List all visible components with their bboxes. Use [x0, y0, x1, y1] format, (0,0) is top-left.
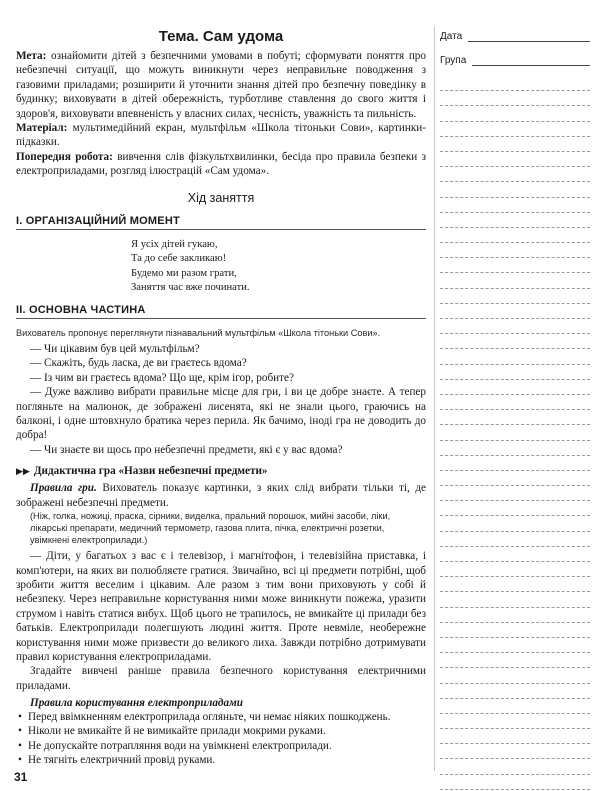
goal-label: Мета:	[16, 50, 47, 62]
note-line[interactable]	[440, 198, 590, 213]
note-line[interactable]	[440, 410, 590, 425]
main-content	[16, 28, 426, 767]
note-line[interactable]	[440, 653, 590, 668]
game-rules	[16, 481, 426, 510]
note-line[interactable]	[440, 775, 590, 790]
date-label: Дата	[440, 31, 463, 42]
date-line[interactable]	[468, 31, 590, 42]
bullet-icon: •	[18, 711, 22, 724]
note-line[interactable]	[440, 258, 590, 273]
poem-line: Я усіх дітей гукаю,	[131, 238, 218, 250]
note-line[interactable]	[440, 547, 590, 562]
electrical-rules-title: Правила користування електроприладами	[30, 697, 243, 710]
note-line[interactable]	[440, 714, 590, 729]
poem-line: Та до себе закликаю!	[131, 253, 227, 265]
poem-line: Заняття час вже починати.	[131, 282, 250, 294]
bullet-icon: •	[18, 753, 22, 766]
appliances-paragraph: — Діти, у багатьох з вас є і телевізор, і магнітофон, і телевізійна приставка, і комп'ютери, на яких ви полюбляєте гратися. Звичайно, всі ці предмети потрібні, щоб зробити життя веселим і цікавим. Але разом з тим вони приховують у собі й небезпеку. Через неправильне користування ними може виникнути пожежа, уразити струмом і навіть статися вибух. Щоб цього не трапилось, не вмикайте ці прилади без батьків. Електроприлади полегшують людині життя. Проте невміле, необережне користування ними може призвести до великого лиха. Завжди потрібно дотримувати правил користування електроприладами.	[16, 550, 426, 663]
note-line[interactable]	[440, 577, 590, 592]
electrical-rule-text: Не тягніть електричний провід руками.	[28, 753, 216, 766]
note-line[interactable]	[440, 122, 590, 137]
note-line[interactable]	[440, 319, 590, 334]
material-paragraph	[16, 121, 426, 150]
recall-paragraph: Згадайте вивчені раніше правила безпечного користування електричними приладами.	[16, 665, 426, 692]
group-line[interactable]	[472, 55, 590, 66]
note-line[interactable]	[440, 471, 590, 486]
note-line[interactable]	[440, 152, 590, 167]
bullet-icon: •	[18, 725, 22, 738]
game-rules-text: Вихователь показує картинки, з яких слід вибрати тільки ті, де зображені небезпечні предмети.	[16, 482, 426, 509]
game-rules-label: Правила гри.	[30, 482, 97, 495]
note-line[interactable]	[440, 273, 590, 288]
electrical-rule	[16, 739, 426, 753]
dialog-line: — Із чим ви граєтесь вдома? Що ще, крім ігор, робите?	[30, 371, 294, 384]
note-line[interactable]	[440, 137, 590, 152]
electrical-rule-text: Перед ввімкненням електроприлада огляньте, чи немає ніяких пошкоджень.	[28, 711, 391, 724]
note-line[interactable]	[440, 213, 590, 228]
teacher-note: Вихователь пропонує переглянути пізнавальний мультфільм «Школа тітоньки Сови».	[16, 328, 381, 339]
note-line[interactable]	[440, 532, 590, 547]
dialog-line: — Скажіть, будь ласка, де ви граєтесь вдома?	[30, 357, 247, 370]
note-line[interactable]	[440, 592, 590, 607]
note-line[interactable]	[440, 349, 590, 364]
dialog-line: — Чи цікавим був цей мультфільм?	[30, 343, 200, 356]
note-line[interactable]	[440, 684, 590, 699]
note-line[interactable]	[440, 91, 590, 106]
prep-paragraph	[16, 150, 426, 179]
section2-heading: ІІ. ОСНОВНА ЧАСТИНА	[16, 304, 426, 319]
note-line[interactable]	[440, 623, 590, 638]
note-line[interactable]	[440, 106, 590, 121]
note-line[interactable]	[440, 182, 590, 197]
note-line[interactable]	[440, 228, 590, 243]
balcony-paragraph: — Дуже важливо вибрати правильне місце для гри, і ви це добре знаєте. А тепер погляньте на малюнок, де зображені лисенята, які не знали цього, граючись на балконі, і одне штовхнуло братика через перила. Як бачимо, іноді гра не доводить до добра!	[16, 386, 426, 442]
note-line[interactable]	[440, 365, 590, 380]
goal-paragraph	[16, 49, 426, 121]
note-line[interactable]	[440, 76, 590, 91]
course-heading: Хід заняття	[187, 190, 255, 205]
note-lines[interactable]	[440, 76, 590, 790]
prep-label: Попередня робота:	[16, 150, 113, 163]
note-line[interactable]	[440, 456, 590, 471]
note-line[interactable]	[440, 289, 590, 304]
game-title	[16, 465, 426, 477]
game-title-text: Дидактична гра «Назви небезпечні предмети»	[33, 465, 268, 478]
page-number: 31	[14, 770, 28, 784]
electrical-rule-text: Не допускайте потрапляння води на увімкнені електроприлади.	[28, 739, 332, 752]
poem-line: Будемо ми разом грати,	[131, 267, 237, 279]
note-line[interactable]	[440, 334, 590, 349]
electrical-rule	[16, 710, 426, 724]
note-line[interactable]	[440, 380, 590, 395]
note-line[interactable]	[440, 441, 590, 456]
bullet-icon: •	[18, 739, 22, 752]
note-line[interactable]	[440, 425, 590, 440]
notes-sidebar	[440, 28, 590, 790]
group-field[interactable]	[440, 52, 590, 66]
dangerous-items-question: — Чи знаєте ви щось про небезпечні предмети, які є у вас вдома?	[30, 443, 343, 456]
margin-divider	[434, 26, 435, 771]
note-line[interactable]	[440, 562, 590, 577]
note-line[interactable]	[440, 516, 590, 531]
page-title: Тема. Сам удома	[158, 28, 284, 45]
note-line[interactable]	[440, 759, 590, 774]
items-note: (Ніж, голка, ножиці, праска, сірники, виделка, пральний порошок, мийні засоби, ліки, лікарські препарати, медичний термометр, газова плита, пічка, електричні розетки, увімкнені електроприлади.)	[30, 511, 391, 546]
note-line[interactable]	[440, 744, 590, 759]
electrical-rule	[16, 753, 426, 767]
electrical-rule-text: Ніколи не вмикайте й не вимикайте прилади мокрими руками.	[28, 725, 326, 738]
greeting-poem	[131, 238, 426, 296]
note-line[interactable]	[440, 501, 590, 516]
date-field[interactable]	[440, 28, 590, 42]
note-line[interactable]	[440, 395, 590, 410]
note-line[interactable]	[440, 699, 590, 714]
note-line[interactable]	[440, 608, 590, 623]
note-line[interactable]	[440, 638, 590, 653]
note-line[interactable]	[440, 486, 590, 501]
electrical-rule	[16, 724, 426, 738]
prep-text: вивчення слів фізкультхвилинки, бесіда про правила безпеки з електроприладами, розгляд ілюстрацій «Сам удома».	[16, 150, 426, 178]
note-line[interactable]	[440, 304, 590, 319]
note-line[interactable]	[440, 668, 590, 683]
note-line[interactable]	[440, 729, 590, 744]
note-line[interactable]	[440, 167, 590, 182]
double-arrow-icon: ▶▶	[16, 467, 30, 478]
note-line[interactable]	[440, 243, 590, 258]
group-label: Група	[440, 55, 467, 66]
section1-heading: І. ОРГАНІЗАЦІЙНИЙ МОМЕНТ	[16, 215, 426, 230]
goal-text: ознайомити дітей з безпечними умовами в побуті; сформувати поняття про небезпечні ситуації, що можуть виникнути через неправильне поводження з газовими приладами; розширити й уточнити знання дітей про безпечну поведінку в будинку; виховувати в дітей обережність, турботливе ставлення до свого життя і здоров'я, виховувати впевненість у власних силах, чесність, уважність та пильність.	[16, 50, 426, 120]
material-text: мультимедійний екран, мультфільм «Школа тітоньки Сови», картинки-підказки.	[16, 122, 426, 149]
material-label: Матеріал:	[16, 122, 68, 135]
